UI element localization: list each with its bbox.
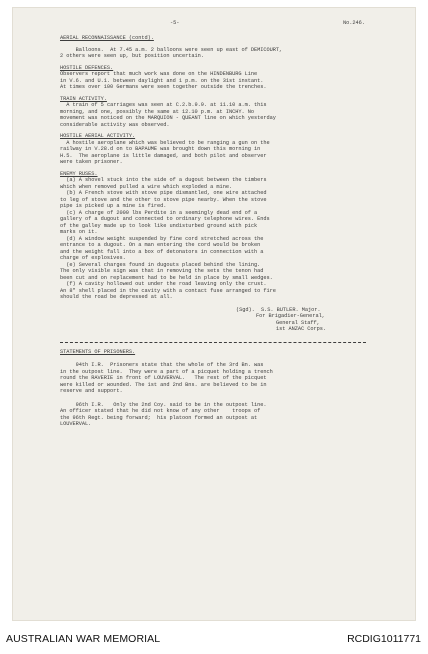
ruse-item-b: (b) A French stove with stove pipe dismantled, one wire attached to leg of stove and the other to stove pipe nearby. When the stove pipe is picked up a mine is fired. — [60, 190, 267, 209]
signature-line: 1st ANZAC Corps. — [276, 326, 327, 332]
archive-footer — [0, 623, 428, 654]
section-paragraph: Observers report that much work was done on the HINDENBURG Line in V.6. and U.1. between daylight and 1 p.m. on the 31st instant. At times over 100 Germans were seen together outside the trenches. — [60, 71, 267, 90]
ruse-item-a: (a) A shovel stuck into the side of a dugout between the timbers which when removed pulled a wire which exploded a mine. — [60, 177, 267, 190]
section-train-activity — [60, 96, 400, 129]
section-aerial-reconnaissance — [60, 35, 400, 60]
section-paragraph: A hostile aeroplane which was believed to be ranging a gun on the railway in V.28.d on to BAPAUME was brought down this morning in H.5. The aeroplane is little damaged, and both pilot and observer were taken prisoner. — [60, 139, 270, 165]
page-number: -5- — [170, 20, 180, 26]
section-heading: TRAIN ACTIVITY. — [60, 95, 107, 102]
section-hostile-aerial-activity — [60, 133, 400, 166]
section-statements-of-prisoners — [60, 349, 400, 428]
ruse-item-e-f: (e) Several charges found in dugouts placed behind the lining. The only visible sign was that in removing the sets the tenon had been cut and on replacement had to be held in place by small wedges. (f) A cavity hollowed out under the road leaving only the crust. An 8" shell placed in the cavity with a contact fuse arranged to fire should the road be depressed at all. — [60, 261, 276, 300]
page-header — [60, 20, 400, 30]
section-heading: HOSTILE AERIAL ACTIVITY. — [60, 133, 136, 139]
ruse-item-c: (c) A charge of 2000 lbs Perdite in a seemingly dead end of a gallery of a dugout and connected to ordinary telephone wires. Ends of the galley made up to look like undisturbed ground with pick marks on it. — [60, 209, 270, 235]
section-divider — [60, 342, 366, 343]
section-paragraph: A train of 5 carriages was seen at C.2.b.9.9. at 11.10 a.m. this morning, and one, possibly the same at 12.10 p.m. at INCHY. No movement was noticed on the MARQUION - QUEANT line on which yesterday considerable activity was observed. — [60, 102, 276, 128]
footer-institution: AUSTRALIAN WAR MEMORIAL — [6, 633, 161, 645]
document-number: No.246. — [343, 20, 365, 26]
signature-line: General Staff, — [276, 319, 320, 326]
document-body — [60, 20, 400, 428]
section-heading: ENEMY RUSES. — [60, 170, 98, 177]
section-hostile-defences — [60, 65, 400, 91]
section-heading: HOSTILE DEFENCES. — [60, 64, 114, 71]
document-page — [13, 8, 415, 620]
footer-record-id: RCDIG1011771 — [347, 633, 421, 645]
prisoner-statement-96th: 96th I.R. Only the 2nd Coy. said to be in the outpost line. An officer stated that he did not know of any other troops of the 96th Regt. being forward; his platoon formed an outpost at LOUVERVAL. — [60, 401, 267, 427]
prisoner-statement-94th: 94th I.R. Prisoners state that the whole of the 3rd Bn. was in the outpost line. They were a part of a picquet holding a trench round the RAVERIE in front of LOUVERVAL. The rest of the picquet were killed or wounded. The 1st and 2nd Bns. are believed to be in reserve and support. — [60, 362, 273, 394]
section-heading: AERIAL RECONNAISSANCE (contd). — [60, 35, 154, 41]
ruse-item-d: (d) A window weight suspended by fine cord stretched across the entrance to a dugout. On a man entering the cord would be broken and the weight fall into a box of detonators in connection with a charge of explosives. — [60, 235, 264, 261]
signature-block — [60, 307, 400, 333]
signature-line: (Sgd). S.S. BUTLER. Major. — [236, 306, 321, 313]
section-paragraph: Balloons. At 7.45 a.m. 2 balloons were seen up east of DEMICOURT, 2 others were seen up, but position uncertain. — [60, 46, 283, 59]
section-heading: STATEMENTS OF PRISONERS. — [60, 348, 136, 355]
signature-line: For Brigadier-General, — [256, 313, 325, 319]
section-enemy-ruses — [60, 171, 400, 301]
